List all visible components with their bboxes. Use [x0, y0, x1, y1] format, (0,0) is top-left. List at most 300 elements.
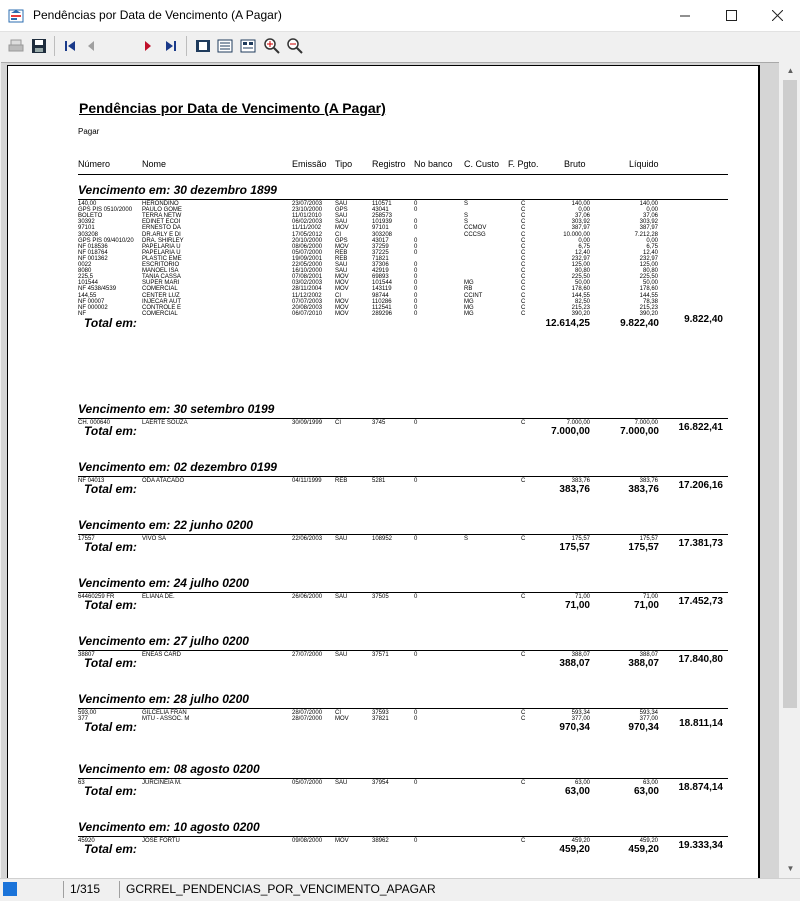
table-cell: 0: [414, 710, 418, 716]
table-cell: NF 04013: [78, 478, 105, 484]
group-total-liquido: 71,00: [633, 600, 659, 612]
table-cell: 07/07/2003: [292, 298, 323, 305]
table-cell: 03/02/2003: [292, 280, 323, 287]
table-cell: 388,07: [571, 652, 590, 658]
group-total-liquido: 388,07: [628, 658, 659, 670]
table-cell: 383,76: [571, 478, 590, 484]
table-cell: 27/07/2000: [292, 652, 323, 658]
table-cell: 37306: [372, 262, 389, 268]
group-title: Vencimento em: 30 setembro 0199: [78, 402, 275, 416]
table-cell: 0: [414, 268, 418, 275]
table-cell: C: [521, 716, 526, 723]
table-cell: 303,92: [571, 219, 590, 226]
table-cell: CI: [335, 710, 341, 716]
table-cell: C: [521, 274, 526, 281]
group-divider: [78, 476, 728, 477]
group-accumulated: 16.822,41: [678, 422, 723, 434]
table-cell: 0: [414, 286, 418, 293]
group-title: Vencimento em: 27 julho 0200: [78, 634, 249, 648]
report-title: Pendências por Data de Vencimento (A Pagar): [79, 100, 386, 116]
group-accumulated: 9.822,40: [684, 313, 723, 325]
table-cell: NF 001362: [78, 255, 108, 262]
table-cell: 7.212,28: [634, 231, 658, 238]
group-total-liquido: 175,57: [628, 542, 659, 554]
table-cell: C: [521, 237, 526, 244]
table-cell: CI: [335, 420, 341, 426]
table-cell: SAU: [335, 268, 348, 275]
first-page-icon: [64, 40, 76, 52]
table-cell: 28/11/2004: [292, 286, 322, 293]
maximize-button[interactable]: [708, 0, 754, 31]
table-cell: GILCELIA FRAN: [142, 710, 187, 716]
table-cell: S: [464, 201, 469, 207]
column-header: Emissão: [292, 159, 327, 169]
table-cell: 390,20: [571, 310, 590, 317]
table-cell: 50,00: [642, 280, 658, 287]
table-cell: MOV: [335, 286, 349, 293]
table-cell: 390,20: [639, 310, 658, 317]
table-cell: 71821: [372, 255, 389, 262]
table-cell: GPS: [335, 237, 348, 244]
table-cell: 0: [414, 225, 418, 232]
table-cell: MANOEL ISA: [142, 268, 179, 275]
multi-page-button[interactable]: [239, 37, 257, 55]
table-cell: 82,50: [574, 298, 590, 305]
print-icon: [8, 38, 24, 54]
table-cell: CCINT: [464, 292, 483, 299]
group-total-bruto: 388,07: [559, 658, 590, 670]
table-cell: C: [521, 255, 526, 262]
table-cell: MOV: [335, 225, 349, 232]
table-cell: 225,50: [639, 274, 658, 281]
column-header: C. Custo: [464, 159, 500, 169]
table-cell: 37,06: [642, 213, 658, 220]
group-divider: [78, 534, 728, 535]
table-cell: 388,07: [639, 652, 658, 658]
table-cell: 303,92: [639, 219, 658, 226]
toolbar: [0, 32, 800, 60]
table-cell: C: [521, 286, 526, 293]
group-total-liquido: 970,34: [628, 722, 659, 734]
table-cell: 12,40: [574, 249, 590, 256]
table-cell: JURCINEIA M.: [142, 780, 182, 786]
table-cell: NF 018536: [78, 243, 108, 250]
scroll-down-button[interactable]: [781, 860, 800, 877]
table-cell: 63: [78, 780, 85, 786]
table-cell: 6,75: [646, 243, 658, 250]
group-title: Vencimento em: 08 agosto 0200: [78, 762, 260, 776]
table-cell: INJECAR AUT: [142, 298, 182, 305]
table-cell: 7.000,00: [566, 420, 590, 426]
table-cell: MOV: [335, 838, 349, 844]
title-bar: [0, 0, 800, 32]
table-cell: 0: [414, 780, 418, 786]
table-cell: C: [521, 280, 526, 287]
group-accumulated: 17.381,73: [678, 538, 723, 550]
table-cell: SAU: [335, 262, 348, 268]
table-cell: 06/02/2003: [292, 219, 323, 226]
report-page: [7, 65, 760, 878]
table-cell: VIVO SA: [142, 536, 167, 542]
table-cell: C: [521, 652, 526, 658]
table-cell: 178,60: [571, 286, 590, 293]
table-cell: 80,80: [574, 268, 590, 275]
table-cell: TERRA NETW: [142, 213, 182, 220]
table-cell: 101939: [372, 219, 393, 226]
table-cell: 19/09/2001: [292, 255, 323, 262]
group-total-label: Total em:: [84, 482, 137, 497]
table-cell: 593,34: [571, 710, 590, 716]
table-cell: 50,00: [574, 280, 590, 287]
table-cell: S: [464, 219, 469, 226]
group-total-label: Total em:: [84, 315, 137, 330]
group-divider: [78, 708, 728, 709]
table-cell: MG: [464, 280, 474, 287]
scrollbar-thumb[interactable]: [783, 80, 797, 708]
table-cell: 37593: [372, 710, 389, 716]
table-cell: 110286: [372, 298, 392, 305]
table-cell: 30392: [78, 219, 95, 226]
table-cell: 140,00: [571, 201, 590, 207]
group-total-liquido: 7.000,00: [620, 426, 659, 438]
group-accumulated: 19.333,34: [678, 840, 723, 852]
table-cell: SAU: [335, 201, 348, 207]
table-cell: JOSE FORTU: [142, 838, 180, 844]
group-total-bruto: 459,20: [559, 844, 590, 856]
table-cell: 593,00: [78, 710, 97, 716]
table-cell: 101544: [78, 280, 99, 287]
print-button[interactable]: [7, 37, 25, 55]
table-cell: 225,5: [78, 274, 94, 281]
table-cell: C: [521, 207, 526, 214]
column-header: Nome: [142, 159, 167, 169]
group-total-label: Total em:: [84, 720, 137, 735]
table-cell: S: [464, 536, 469, 542]
table-cell: MOV: [335, 243, 349, 250]
table-cell: 20/08/2003: [292, 304, 323, 311]
table-cell: C: [521, 420, 526, 426]
table-cell: 383,76: [639, 478, 658, 484]
table-cell: 101544: [372, 280, 393, 287]
table-cell: C: [521, 249, 526, 256]
table-cell: 20/10/2000: [292, 237, 323, 244]
group-total-liquido: 459,20: [628, 844, 659, 856]
save-icon: [31, 38, 47, 54]
group-divider: [78, 836, 728, 837]
table-cell: 459,20: [571, 838, 590, 844]
scroll-up-icon: ▲: [786, 66, 795, 75]
table-cell: C: [521, 292, 526, 299]
table-cell: CH. 000640: [78, 420, 111, 426]
table-cell: C: [521, 262, 526, 268]
table-cell: 0: [414, 243, 418, 250]
table-cell: C: [521, 298, 526, 305]
group-accumulated: 17.452,73: [678, 596, 723, 608]
group-title: Vencimento em: 22 junho 0200: [78, 518, 253, 532]
table-cell: 38962: [372, 838, 389, 844]
multi-page-icon: [240, 38, 256, 54]
table-cell: NF 000002: [78, 304, 108, 311]
group-total-liquido: 383,76: [628, 484, 659, 496]
table-cell: 42919: [372, 268, 389, 275]
group-total-label: Total em:: [84, 784, 137, 799]
table-cell: 11/01/2010: [292, 213, 322, 220]
table-cell: 17/05/2012: [292, 231, 323, 238]
status-bar: [0, 878, 800, 901]
zoom-out-icon: [287, 38, 303, 54]
group-total-bruto: 175,57: [559, 542, 590, 554]
next-page-icon: [142, 40, 154, 52]
table-cell: 232,97: [571, 255, 590, 262]
table-cell: PAPELARIA U: [142, 243, 181, 250]
table-cell: 0,00: [646, 207, 658, 214]
last-page-button[interactable]: [162, 37, 180, 55]
group-total-bruto: 7.000,00: [551, 426, 590, 438]
table-cell: NF 018764: [78, 249, 108, 256]
group-total-label: Total em:: [84, 598, 137, 613]
table-cell: 37259: [372, 243, 389, 250]
report-subtitle: Pagar: [78, 127, 100, 136]
table-cell: 28/07/2000: [292, 716, 323, 723]
table-cell: SAU: [335, 652, 348, 658]
table-cell: NF 00007: [78, 298, 105, 305]
app-icon: [8, 8, 24, 24]
table-cell: 80,80: [642, 268, 658, 275]
table-cell: 11/12/2002: [292, 292, 322, 299]
table-cell: 0: [414, 274, 418, 281]
group-divider: [78, 418, 728, 419]
group-accumulated: 18.874,14: [678, 782, 723, 794]
table-cell: C: [521, 304, 526, 311]
table-cell: NF 4538/4539: [78, 286, 117, 293]
table-cell: C: [521, 213, 526, 220]
table-cell: 112541: [372, 304, 392, 311]
table-cell: 5281: [372, 478, 386, 484]
table-cell: 69893: [372, 274, 389, 281]
table-cell: 71,00: [642, 594, 658, 600]
table-cell: MG: [464, 310, 474, 317]
window-title: Pendências por Data de Vencimento (A Pagar): [33, 8, 282, 22]
column-header: Bruto: [564, 159, 586, 169]
table-cell: CCMOV: [464, 225, 487, 232]
table-cell: EDINET ECOI: [142, 219, 181, 226]
table-cell: 26/06/2000: [292, 594, 323, 600]
preview-area: [1, 62, 779, 878]
group-total-label: Total em:: [84, 842, 137, 857]
table-cell: 11/11/2002: [292, 225, 322, 232]
table-cell: 78,38: [642, 298, 658, 305]
table-cell: DR.ARLY E DI: [142, 231, 181, 238]
table-cell: 459,20: [639, 838, 658, 844]
table-cell: 28/07/2000: [292, 710, 323, 716]
table-cell: 0,00: [578, 207, 590, 214]
table-cell: REB: [335, 478, 348, 484]
group-total-bruto: 71,00: [564, 600, 590, 612]
table-cell: C: [521, 231, 526, 238]
table-cell: SAU: [335, 219, 348, 226]
table-cell: 178,60: [639, 286, 658, 293]
table-cell: 37821: [372, 716, 389, 723]
group-total-label: Total em:: [84, 424, 137, 439]
table-cell: 37505: [372, 594, 389, 600]
table-cell: C: [521, 310, 526, 317]
table-cell: 0,00: [646, 237, 658, 244]
table-cell: HERONDINO: [142, 201, 179, 207]
column-header: Registro: [372, 159, 406, 169]
table-cell: SAU: [335, 780, 348, 786]
table-cell: GPS PIS 0510/2000: [78, 207, 133, 214]
table-cell: 0: [414, 280, 418, 287]
minimize-button[interactable]: [662, 0, 708, 31]
zoom-in-button[interactable]: [263, 37, 281, 55]
group-divider: [78, 199, 728, 200]
table-cell: 16/10/2000: [292, 268, 323, 275]
scroll-up-button[interactable]: [781, 62, 800, 79]
table-cell: 06/07/2010: [292, 310, 323, 317]
table-cell: C: [521, 710, 526, 716]
first-page-button[interactable]: [61, 37, 79, 55]
close-button[interactable]: [754, 0, 800, 31]
table-cell: 0: [414, 478, 418, 484]
table-cell: 143119: [372, 286, 392, 293]
table-cell: 8080: [78, 268, 92, 275]
table-cell: CI: [335, 231, 341, 238]
table-cell: 0: [414, 536, 418, 542]
table-cell: PAULO GOME: [142, 207, 182, 214]
table-cell: MG: [464, 304, 474, 311]
next-page-button[interactable]: [139, 37, 157, 55]
table-cell: 0: [414, 420, 418, 426]
table-cell: C: [521, 201, 526, 207]
group-total-label: Total em:: [84, 656, 137, 671]
table-cell: 303208: [78, 231, 99, 238]
table-cell: TANIA CASSA: [142, 274, 181, 281]
table-cell: 0,00: [578, 237, 590, 244]
column-header: No banco: [414, 159, 453, 169]
table-cell: 215,23: [639, 304, 658, 311]
table-cell: 0: [414, 594, 418, 600]
table-cell: 07/08/2001: [292, 274, 323, 281]
group-total-bruto: 63,00: [564, 786, 590, 798]
table-cell: PLASTIC EME: [142, 255, 182, 262]
table-cell: 303208: [372, 231, 393, 238]
column-header: Tipo: [335, 159, 353, 169]
table-cell: 110571: [372, 201, 392, 207]
table-cell: MOV: [335, 310, 349, 317]
table-cell: MOV: [335, 274, 349, 281]
group-title: Vencimento em: 28 julho 0200: [78, 692, 249, 706]
page-width-button[interactable]: [194, 37, 212, 55]
group-total-label: Total em:: [84, 540, 137, 555]
status-page-count: 1/315: [63, 881, 124, 898]
table-cell: 38807: [78, 652, 95, 658]
table-cell: DRA. SHIRLEY: [142, 237, 184, 244]
maximize-icon: [726, 10, 737, 21]
table-cell: 17557: [78, 536, 95, 542]
table-cell: 387,97: [639, 225, 658, 232]
table-cell: 140,00: [639, 201, 658, 207]
table-cell: SUPER MARI: [142, 280, 180, 287]
table-cell: 108952: [372, 536, 393, 542]
scroll-down-icon: ▼: [786, 864, 795, 873]
table-cell: 593,34: [639, 710, 658, 716]
table-cell: C: [521, 268, 526, 275]
table-cell: 7.000,00: [634, 420, 658, 426]
table-cell: 23/10/2000: [292, 207, 323, 214]
table-cell: CENTER LUZ: [142, 292, 180, 299]
whole-page-icon: [217, 38, 233, 54]
table-cell: MOV: [335, 298, 349, 305]
table-cell: 12,40: [642, 249, 658, 256]
table-cell: 175,57: [571, 536, 590, 542]
table-cell: 175,57: [639, 536, 658, 542]
table-cell: 377: [78, 716, 89, 723]
zoom-out-button[interactable]: [286, 37, 304, 55]
table-cell: REB: [335, 255, 348, 262]
column-header: F. Pgto.: [508, 159, 539, 169]
table-cell: 37571: [372, 652, 389, 658]
table-cell: 0: [414, 207, 418, 214]
table-cell: ERNESTO DA: [142, 225, 181, 232]
table-cell: 37225: [372, 249, 389, 256]
table-cell: 0: [414, 304, 418, 311]
table-cell: 04/11/1999: [292, 478, 322, 484]
save-button[interactable]: [30, 37, 48, 55]
column-header: Número: [78, 159, 111, 169]
table-cell: ELIANA DE.: [142, 594, 175, 600]
table-cell: C: [521, 594, 526, 600]
table-cell: MOV: [335, 280, 349, 287]
table-cell: 0: [414, 237, 418, 244]
table-cell: 63,00: [574, 780, 590, 786]
table-cell: PAPELARIA U: [142, 249, 181, 256]
table-cell: 377,00: [571, 716, 590, 723]
table-cell: 0: [414, 262, 418, 268]
group-title: Vencimento em: 10 agosto 0200: [78, 820, 260, 834]
table-cell: SAU: [335, 536, 348, 542]
table-cell: RB: [464, 286, 473, 293]
table-cell: 05/07/2000: [292, 780, 323, 786]
table-cell: 71,00: [574, 594, 590, 600]
table-cell: 37,06: [574, 213, 590, 220]
table-cell: CI: [335, 292, 341, 299]
table-cell: 258573: [372, 213, 393, 220]
group-title: Vencimento em: 30 dezembro 1899: [78, 183, 277, 197]
table-cell: GPS: [335, 207, 348, 214]
prev-page-icon: [85, 40, 97, 52]
table-cell: 63,00: [642, 780, 658, 786]
table-cell: 64460259 FR: [78, 594, 115, 600]
group-total-bruto: 12.614,25: [545, 317, 590, 329]
table-cell: 0: [414, 716, 418, 723]
table-cell: SAU: [335, 213, 348, 220]
column-header: Líquido: [629, 159, 659, 169]
table-cell: 6,75: [578, 243, 590, 250]
whole-page-button[interactable]: [216, 37, 234, 55]
table-cell: REB: [335, 249, 348, 256]
table-cell: 3745: [372, 420, 386, 426]
table-cell: 43017: [372, 237, 389, 244]
table-cell: 0: [414, 219, 418, 226]
table-cell: BOLETO: [78, 213, 103, 220]
table-cell: 97101: [78, 225, 95, 232]
table-cell: 0: [414, 652, 418, 658]
table-cell: 0: [414, 310, 418, 317]
prev-page-button[interactable]: [82, 37, 100, 55]
table-cell: 30/09/1999: [292, 420, 323, 426]
table-cell: ESCRITORIO: [142, 262, 180, 268]
table-cell: MG: [464, 298, 474, 305]
